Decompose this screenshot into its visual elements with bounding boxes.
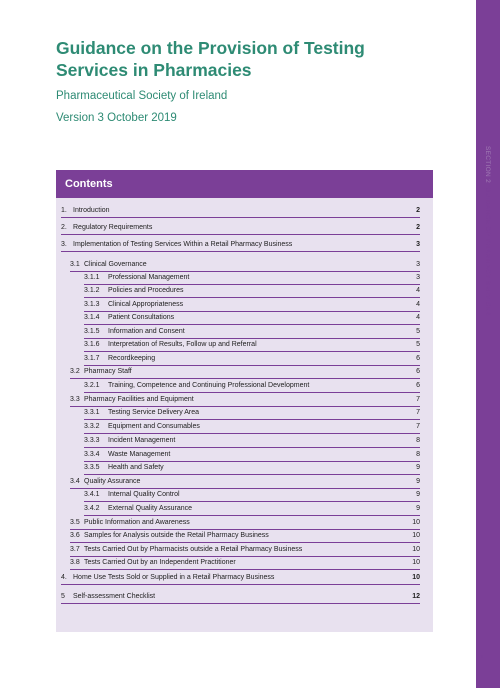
toc-entry-title: Public Information and Awareness [84, 519, 190, 526]
toc-entry-number: 3.1 [70, 261, 80, 268]
toc-entry-number: 3.5 [70, 519, 80, 526]
toc-entry-page: 10 [412, 519, 420, 526]
version-line: Version 3 October 2019 [56, 112, 177, 124]
toc-entry-title: Implementation of Testing Services Within a Retail Pharmacy Business [73, 241, 293, 248]
toc-entry-number: 3.3.2 [84, 423, 100, 430]
toc-entry-title: Clinical Governance [84, 261, 147, 268]
toc-entry-title: Patient Consultations [108, 314, 175, 321]
toc-entry[interactable] [56, 590, 420, 604]
toc-entry-title: Incident Management [108, 437, 176, 444]
toc-entry-title: Testing Service Delivery Area [108, 409, 200, 416]
toc-entry[interactable] [56, 556, 420, 570]
toc-entry-rule [61, 603, 420, 604]
toc-entry-title: Tests Carried Out by an Independent Practitioner [84, 559, 236, 566]
side-section-name: GUIDANCE ON PHARMACY SERVICES [484, 187, 491, 316]
toc-entry[interactable] [56, 488, 420, 502]
toc-entry-page: 12 [412, 593, 420, 600]
toc-entry-number: 3.3.3 [84, 437, 100, 444]
toc-entry[interactable] [56, 393, 420, 407]
toc-entry[interactable] [56, 529, 420, 543]
toc-entry-rule [61, 217, 420, 218]
toc-entry-title: Samples for Analysis outside the Retail Pharmacy Business [84, 532, 269, 539]
toc-entry-page: 6 [416, 355, 420, 362]
toc-entry-title: Pharmacy Facilities and Equipment [84, 396, 194, 403]
toc-entry-page: 9 [416, 491, 420, 498]
toc-entry-title: Interpretation of Results, Follow up and Referral [108, 341, 257, 348]
toc-entry[interactable] [56, 379, 420, 393]
toc-entry-number: 3.1.4 [84, 314, 100, 321]
toc-entry-page: 10 [412, 532, 420, 539]
toc-entry-rule [61, 251, 420, 252]
toc-entry-number: 3.3 [70, 396, 80, 403]
side-section-label [479, 146, 491, 366]
toc-entry-page: 9 [416, 478, 420, 485]
toc-entry[interactable] [56, 406, 420, 420]
toc-entry-page: 7 [416, 409, 420, 416]
toc-entry[interactable] [56, 352, 420, 366]
toc-entry-page: 9 [416, 505, 420, 512]
toc-entry[interactable] [56, 461, 420, 475]
toc-entry-title: Training, Competence and Continuing Professional Development [108, 382, 310, 389]
toc-entry-number: 3.1.5 [84, 328, 100, 335]
toc-entry-page: 10 [412, 574, 420, 581]
toc-entry[interactable] [56, 311, 420, 325]
toc-entry-rule [61, 584, 420, 585]
toc-entry-page: 4 [416, 301, 420, 308]
toc-entry-page: 7 [416, 423, 420, 430]
toc-entry-number: 3.8 [70, 559, 80, 566]
toc-entry-title: Professional Management [108, 274, 190, 281]
toc-entry-number: 3.1.3 [84, 301, 100, 308]
toc-entry-title: Health and Safety [108, 464, 164, 471]
toc-entry-title: Pharmacy Staff [84, 368, 132, 375]
toc-entry-title: Regulatory Requirements [73, 224, 153, 231]
toc-entry-title: Tests Carried Out by Pharmacists outside a Retail Pharmacy Business [84, 546, 303, 553]
toc-entry-page: 3 [416, 241, 420, 248]
toc-entry-number: 3.2 [70, 368, 80, 375]
toc-entry[interactable] [56, 448, 420, 462]
toc-entry-page: 9 [416, 464, 420, 471]
toc-entry-rule [70, 569, 420, 570]
toc-entry-page: 3 [416, 274, 420, 281]
toc-entry[interactable] [56, 204, 420, 218]
toc-entry[interactable] [56, 258, 420, 272]
toc-entry[interactable] [56, 475, 420, 489]
toc-entry-number: 3.4 [70, 478, 80, 485]
toc-entry-number: 3.1.7 [84, 355, 100, 362]
toc-entry-page: 5 [416, 341, 420, 348]
toc-entry-number: 3.3.1 [84, 409, 100, 416]
toc-entry-title: Policies and Procedures [108, 287, 184, 294]
toc-entry-rule [61, 234, 420, 235]
toc-entry[interactable] [56, 571, 420, 585]
toc-entry[interactable] [56, 338, 420, 352]
toc-entry-number: 3.2.1 [84, 382, 100, 389]
toc-entry-number: 4. [61, 574, 67, 581]
toc-entry-title: Equipment and Consumables [108, 423, 200, 430]
toc-entry[interactable] [56, 516, 420, 530]
toc-entry-title: Clinical Appropriateness [108, 301, 184, 308]
toc-entry-number: 3.4.1 [84, 491, 100, 498]
toc-entry-page: 6 [416, 368, 420, 375]
toc-entry-number: 1. [61, 207, 67, 214]
toc-entry-title: Information and Consent [108, 328, 185, 335]
toc-entry-page: 10 [412, 546, 420, 553]
contents-heading: Contents [56, 170, 433, 198]
toc-entry-title: Recordkeeping [108, 355, 156, 362]
toc-entry-title: Waste Management [108, 451, 171, 458]
toc-entry-title: Home Use Tests Sold or Supplied in a Retail Pharmacy Business [73, 574, 275, 581]
toc-entry[interactable] [56, 420, 420, 434]
toc-entry-number: 3.7 [70, 546, 80, 553]
toc-entry-number: 3.6 [70, 532, 80, 539]
toc-entry-page: 6 [416, 382, 420, 389]
toc-entry-number: 3.3.4 [84, 451, 100, 458]
contents-panel [56, 170, 433, 632]
toc-entry-title: External Quality Assurance [108, 505, 193, 512]
organization-name: Pharmaceutical Society of Ireland [56, 90, 228, 102]
toc-entry-page: 4 [416, 287, 420, 294]
toc-entry[interactable] [56, 284, 420, 298]
toc-entry[interactable] [56, 221, 420, 235]
toc-entry-number: 5 [61, 593, 65, 600]
page-number: 1 [480, 654, 484, 661]
toc-entry-number: 3.1.6 [84, 341, 100, 348]
toc-entry-number: 3. [61, 241, 67, 248]
toc-entry-page: 8 [416, 451, 420, 458]
toc-entry-title: Self-assessment Checklist [73, 593, 156, 600]
toc-entry[interactable] [56, 434, 420, 448]
toc-entry-page: 2 [416, 207, 420, 214]
toc-entry[interactable] [56, 543, 420, 557]
toc-entry-page: 10 [412, 559, 420, 566]
side-section-number: SECTION 2 [484, 146, 491, 184]
toc-entry[interactable] [56, 271, 420, 285]
toc-entry[interactable] [56, 502, 420, 516]
toc-entry-page: 2 [416, 224, 420, 231]
toc-entry[interactable] [56, 298, 420, 312]
toc-entry-page: 8 [416, 437, 420, 444]
toc-entry-page: 3 [416, 261, 420, 268]
toc-entry-title: Internal Quality Control [108, 491, 180, 498]
toc-entry-title: Quality Assurance [84, 478, 141, 485]
toc-entry-number: 3.1.2 [84, 287, 100, 294]
toc-entry[interactable] [56, 325, 420, 339]
toc-entry-number: 3.3.5 [84, 464, 100, 471]
toc-entry[interactable] [56, 238, 420, 252]
contents-list [56, 198, 433, 632]
toc-entry-page: 4 [416, 314, 420, 321]
toc-entry-page: 7 [416, 396, 420, 403]
document-title: Guidance on the Provision of Testing Services in Pharmacies [56, 38, 365, 80]
toc-entry-title: Introduction [73, 207, 110, 214]
toc-entry-page: 5 [416, 328, 420, 335]
toc-entry-number: 3.1.1 [84, 274, 100, 281]
toc-entry-number: 3.4.2 [84, 505, 100, 512]
toc-entry-number: 2. [61, 224, 67, 231]
toc-entry[interactable] [56, 365, 420, 379]
